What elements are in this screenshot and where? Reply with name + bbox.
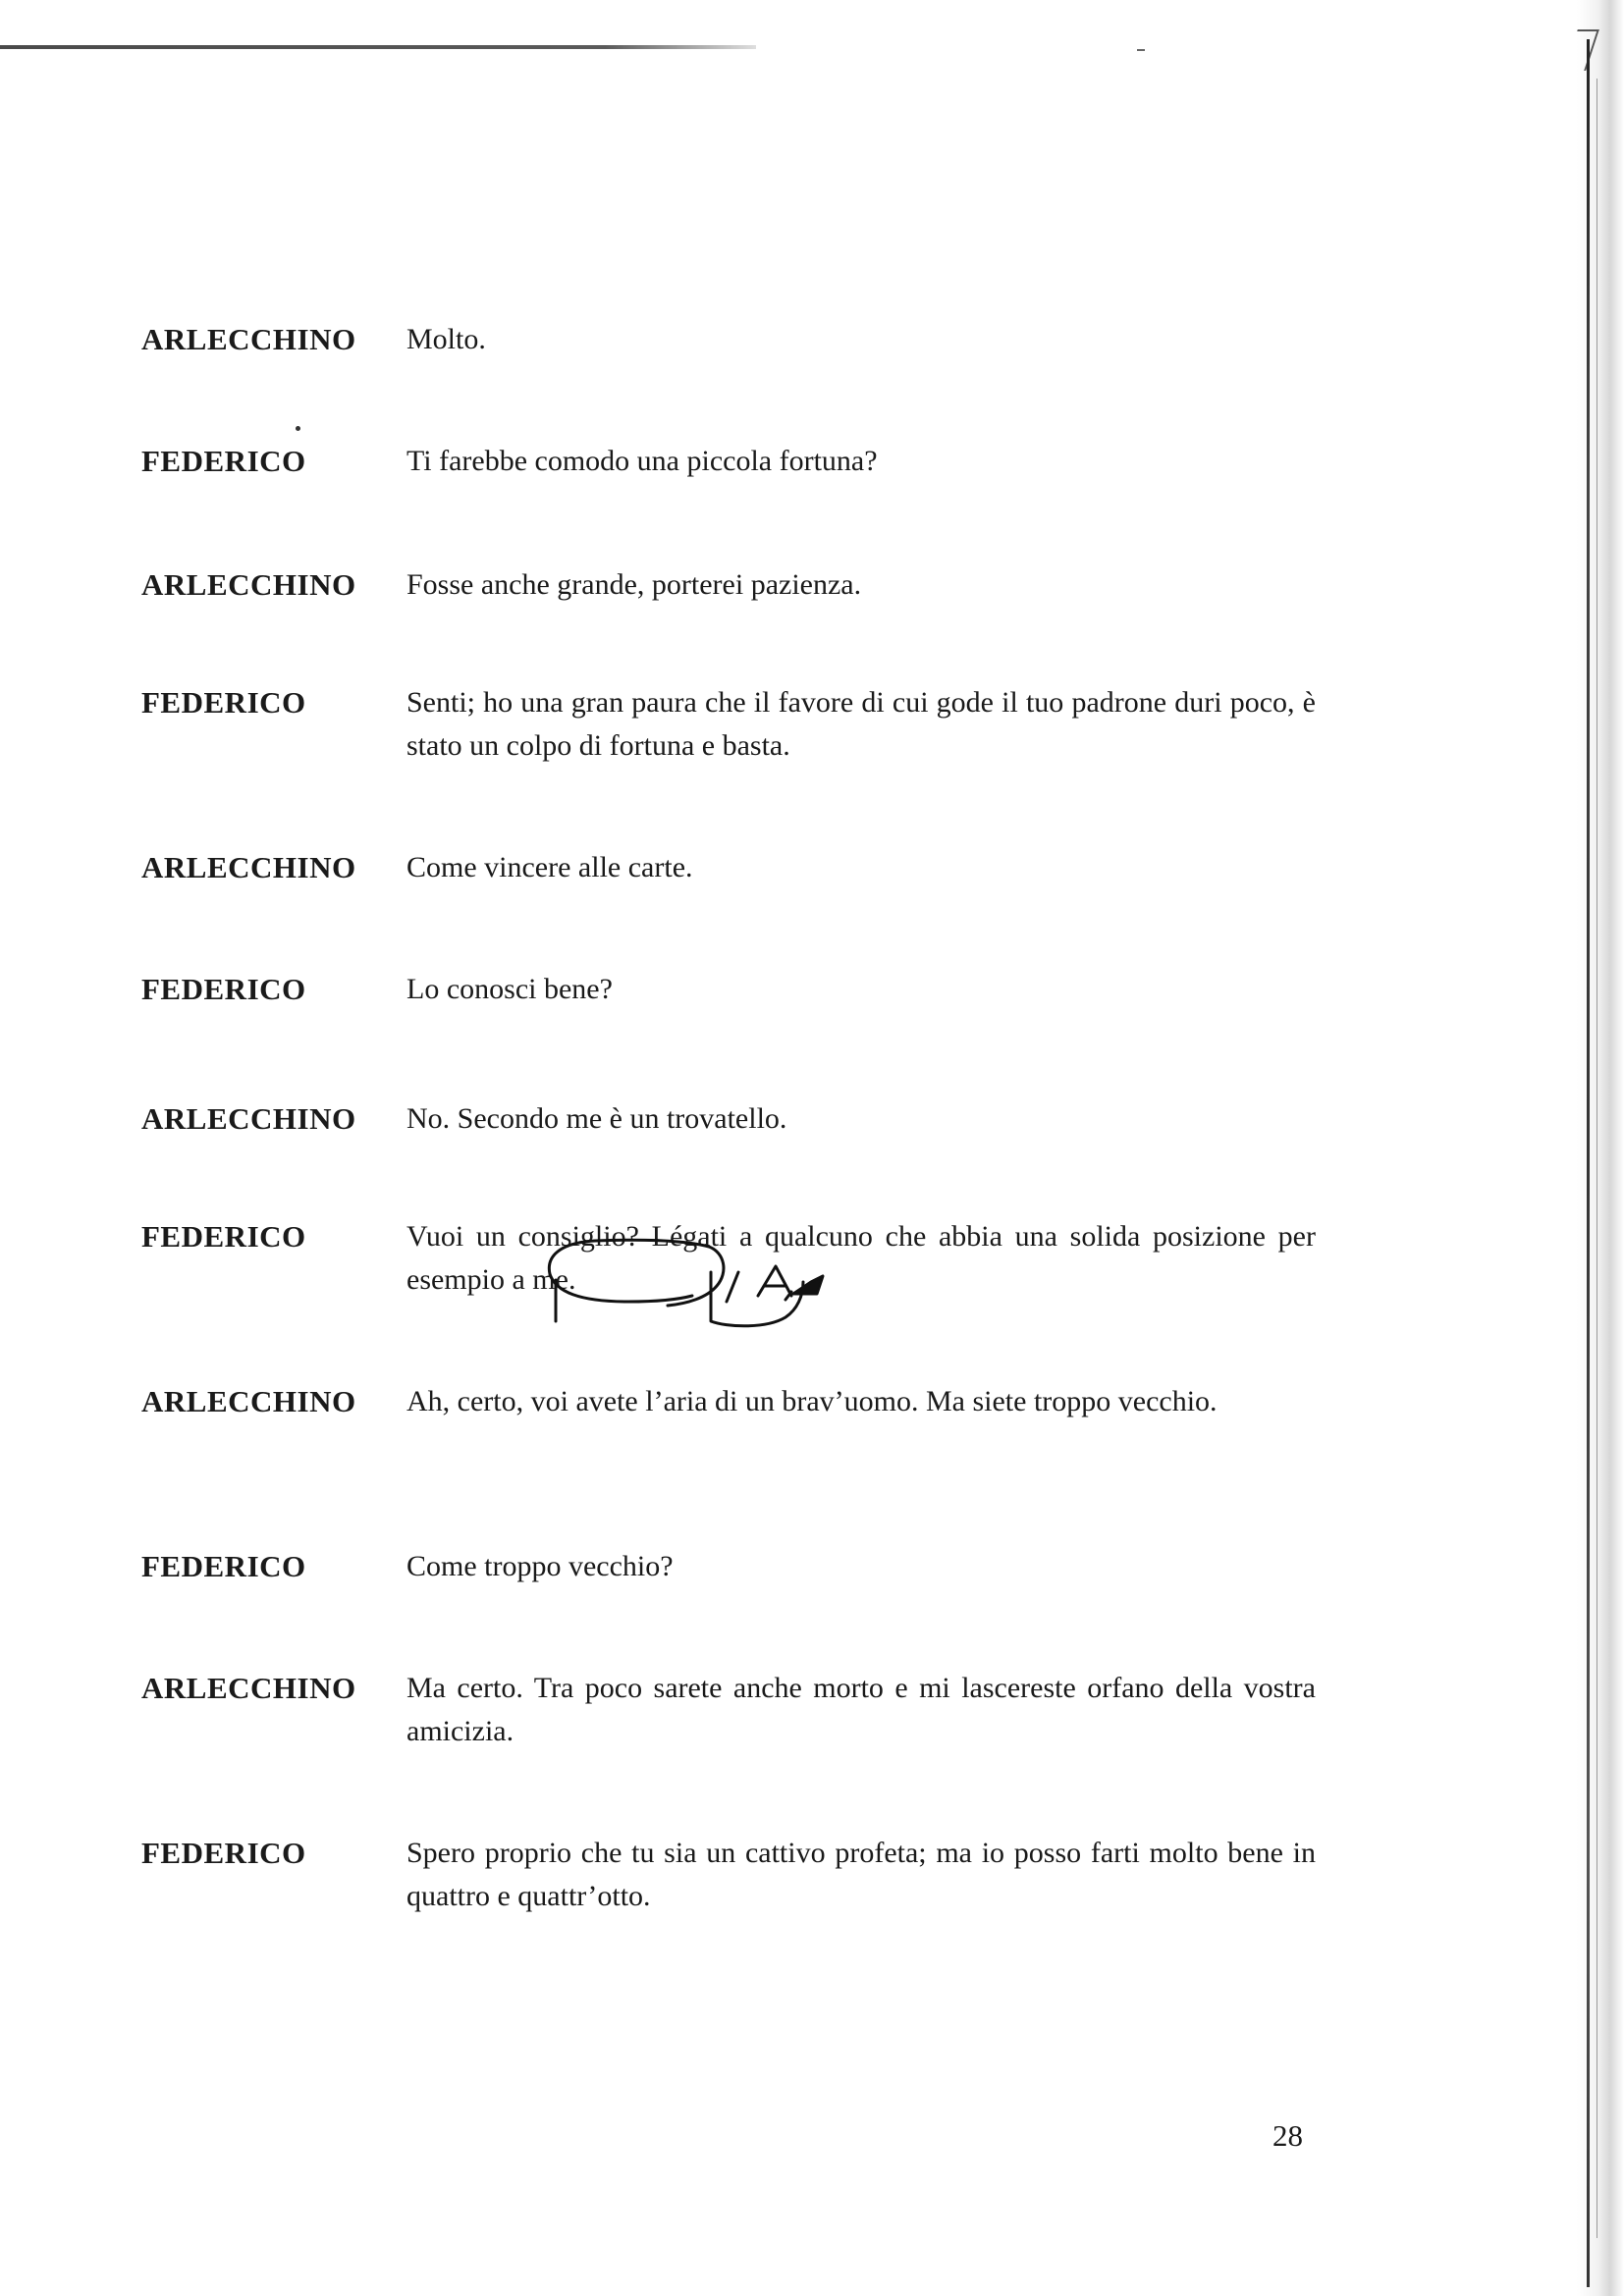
dialogue-line: Come troppo vecchio?: [406, 1550, 674, 1582]
dialogue-entry: [141, 1545, 1316, 1588]
dialogue-line: No. Secondo me è un trovatello.: [406, 1102, 787, 1135]
speaker-name: FEDERICO: [141, 685, 306, 720]
dialogue-entry: [141, 440, 1316, 483]
dialogue-entry: [141, 1667, 1316, 1753]
speaker-name: ARLECCHINO: [141, 567, 356, 602]
speaker-name: ARLECCHINO: [141, 322, 356, 356]
dialogue-line: Ma certo. Tra poco sarete anche morto e mi lascereste orfano della vostra amicizia.: [406, 1672, 1316, 1747]
dialogue-entry: [141, 1215, 1316, 1302]
speaker-name: FEDERICO: [141, 1549, 306, 1583]
dialogue-entry: [141, 1832, 1316, 1918]
dialogue-line: Senti; ho una gran paura che il favore di cui gode il tuo padrone duri poco, è stato un colpo di fortuna e basta.: [406, 686, 1316, 762]
dialogue-entry: [141, 318, 1316, 361]
dialogue-entry: [141, 1380, 1316, 1423]
dialogue-line: Molto.: [406, 323, 486, 355]
dialogue-entry: [141, 846, 1316, 889]
speaker-name: ARLECCHINO: [141, 1671, 356, 1705]
speaker-name: FEDERICO: [141, 444, 306, 478]
speaker-name: FEDERICO: [141, 1836, 306, 1870]
top-rule: [0, 45, 756, 49]
dialogue-entry: [141, 968, 1316, 1011]
dialogue-entry: [141, 1097, 1316, 1141]
top-dash-mark: [1137, 49, 1145, 51]
page-edge-line: [1587, 39, 1590, 2287]
speaker-name: ARLECCHINO: [141, 850, 356, 884]
dialogue-entry: [141, 681, 1316, 768]
dialogue-line: Come vincere alle carte.: [406, 851, 693, 883]
page-number: 28: [1272, 2118, 1303, 2153]
dialogue-line: Ah, certo, voi avete l’aria di un brav’uomo. Ma siete troppo vecchio.: [406, 1385, 1218, 1417]
ink-speck: [296, 426, 300, 431]
page-edge-shadow: [1577, 0, 1624, 2296]
speaker-name: FEDERICO: [141, 972, 306, 1006]
dialogue-line: Vuoi un consiglio? Légati a qualcuno che abbia una solida posizione per esempio a me.: [406, 1220, 1316, 1296]
dialogue-line: Fosse anche grande, porterei pazienza.: [406, 568, 862, 601]
dialogue-line: Ti farebbe comodo una piccola fortuna?: [406, 445, 878, 477]
speaker-name: ARLECCHINO: [141, 1101, 356, 1136]
dialogue-entry: [141, 563, 1316, 607]
speaker-name: FEDERICO: [141, 1219, 306, 1254]
speaker-name: ARLECCHINO: [141, 1384, 356, 1418]
dialogue-line: Lo conosci bene?: [406, 973, 613, 1005]
dialogue-line: Spero proprio che tu sia un cattivo profeta; ma io posso farti molto bene in quattro e quattr’otto.: [406, 1837, 1316, 1912]
